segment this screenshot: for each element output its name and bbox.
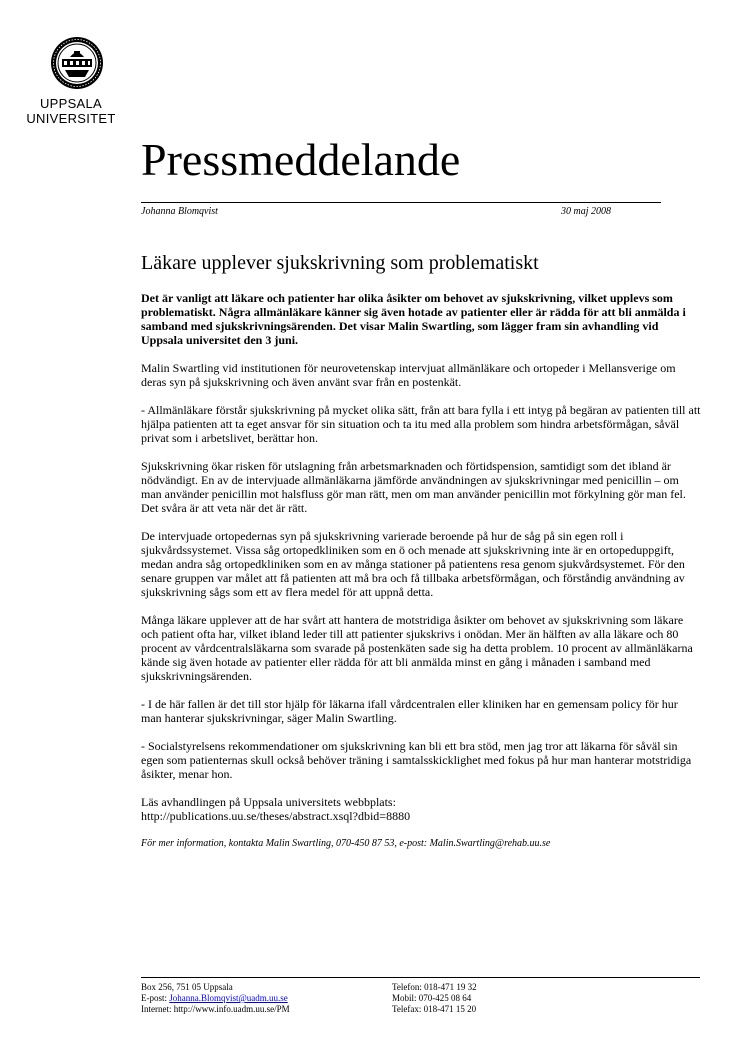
- contact-info: För mer information, kontakta Malin Swartling, 070-450 87 53, e-post: Malin.Swartling@rehab.uu.se: [141, 838, 551, 849]
- body-paragraph-7: - Socialstyrelsens rekommendationer om sjukskrivning kan bli ett bra stöd, men jag tror att läkarna för såväl sin egen som patienternas skull också behöver träning i samtalsskicklighet med fokus på hur man hanterar motstridiga åsikter, menar hon.: [141, 739, 692, 781]
- footer-address: Box 256, 751 05 Uppsala: [141, 982, 233, 992]
- footer-address-block: [141, 982, 290, 1015]
- publish-date: 30 maj 2008: [561, 206, 611, 217]
- footer-fax: Telefax: 018-471 15 20: [392, 1004, 477, 1014]
- footer-phone-block: [392, 982, 477, 1015]
- title-divider: [141, 202, 661, 203]
- footer-phone: Telefon: 018-471 19 32: [392, 982, 477, 992]
- footer-email-link[interactable]: Johanna.Blomqvist@uadm.uu.se: [169, 993, 288, 1003]
- body-paragraph-4: De intervjuade ortopedernas syn på sjukskrivning varierade beroende på hur de såg på sin egen roll i sjukvårdssystemet. Vissa såg ortopedkliniken som en ö och menade att sjukskrivning inte är en ortopeduppgift, medan andra såg ortopedkliniken som en av många stationer på patientens resa genom sjukvårdsystemet. För den senare gruppen var målet att få patienten att må bra och få tillbaka arbetsförmågan, och förståndig användning av sjukskrivning sågs som ett av flera medel för att uppnå detta.: [141, 529, 685, 599]
- footer-email-label: E-post:: [141, 993, 170, 1003]
- headline: Läkare upplever sjukskrivning som problematiskt: [141, 252, 539, 274]
- author: Johanna Blomqvist: [141, 206, 218, 217]
- body-paragraph-2: - Allmänläkare förstår sjukskrivning på mycket olika sätt, från att bara fylla i ett intyg på begäran av patienten till att hjälpa patienten att ta eget ansvar för sin situation och ta itu med alla problem som hindra arbetsförmågan, såväl privat som i arbetslivet, berättar hon.: [141, 403, 701, 445]
- footer-mobile: Mobil: 070-425 08 64: [392, 993, 472, 1003]
- footer-divider: [141, 977, 700, 978]
- body-paragraph-5: Många läkare upplever att de har svårt att hantera de motstridiga åsikter om behovet av sjukskrivning som läkare och patient ofta har, vilket ibland leder till att patienter sjukskrivs i onödan. Mer än hälften av alla läkare och 80 procent av vårdcentralsläkarna som svarade på postenkäten sade sig ha detta problem. 10 procent av allmänläkarna kände sig även hotade av patienter eller rädda för att bli anmälda minst en gång i månaden i samband med sjukskrivningsärenden.: [141, 613, 693, 683]
- thesis-link-url[interactable]: http://publications.uu.se/theses/abstract.xsql?dbid=8880: [141, 809, 411, 823]
- article-body: [141, 291, 701, 865]
- body-paragraph-1: Malin Swartling vid institutionen för neurovetenskap intervjuat allmänläkare och ortopeder i Mellansverige om deras syn på sjukskrivning och även använt svar från en postenkät.: [141, 361, 676, 389]
- page-title: Pressmeddelande: [141, 134, 461, 185]
- thesis-link-intro: Läs avhandlingen på Uppsala universitets webbplats:: [141, 795, 396, 809]
- university-name: [0, 96, 142, 126]
- footer-internet: Internet: http://www.info.uadm.uu.se/PM: [141, 1004, 290, 1014]
- footer-email-line: [141, 993, 290, 1004]
- university-seal-icon: [50, 36, 104, 90]
- thesis-link-block: [141, 795, 701, 823]
- body-paragraph-6: - I de här fallen är det till stor hjälp för läkarna ifall vårdcentralen eller kliniken har en gemensam policy för hur man hanterar sjukskrivningar, säger Malin Swartling.: [141, 697, 678, 725]
- university-name-line-1: UPPSALA: [39, 96, 103, 111]
- lead-paragraph: Det är vanligt att läkare och patienter har olika åsikter om behovet av sjukskrivning, vilket upplevs som problematiskt. Några allmänläkare känner sig även hotade av patienter eller är rädda för att bli anmälda i samband med sjukskrivningsärenden. Det visar Malin Swartling, som lägger fram sin avhandling vid Uppsala universitet den 3 juni.: [141, 291, 686, 347]
- body-paragraph-3: Sjukskrivning ökar risken för utslagning från arbetsmarknaden och förtidspension, samtidigt som det ibland är nödvändigt. En av de intervjuade allmänläkarna jämförde användningen av sjukskrivningar med penicillin – om man använder penicillin mot halsfluss gör man rätt, men om man använder penicillin mot förkylning gör man fel. Det svåra är att veta när det är rätt.: [141, 459, 686, 515]
- university-name-line-2: UNIVERSITET: [26, 111, 116, 126]
